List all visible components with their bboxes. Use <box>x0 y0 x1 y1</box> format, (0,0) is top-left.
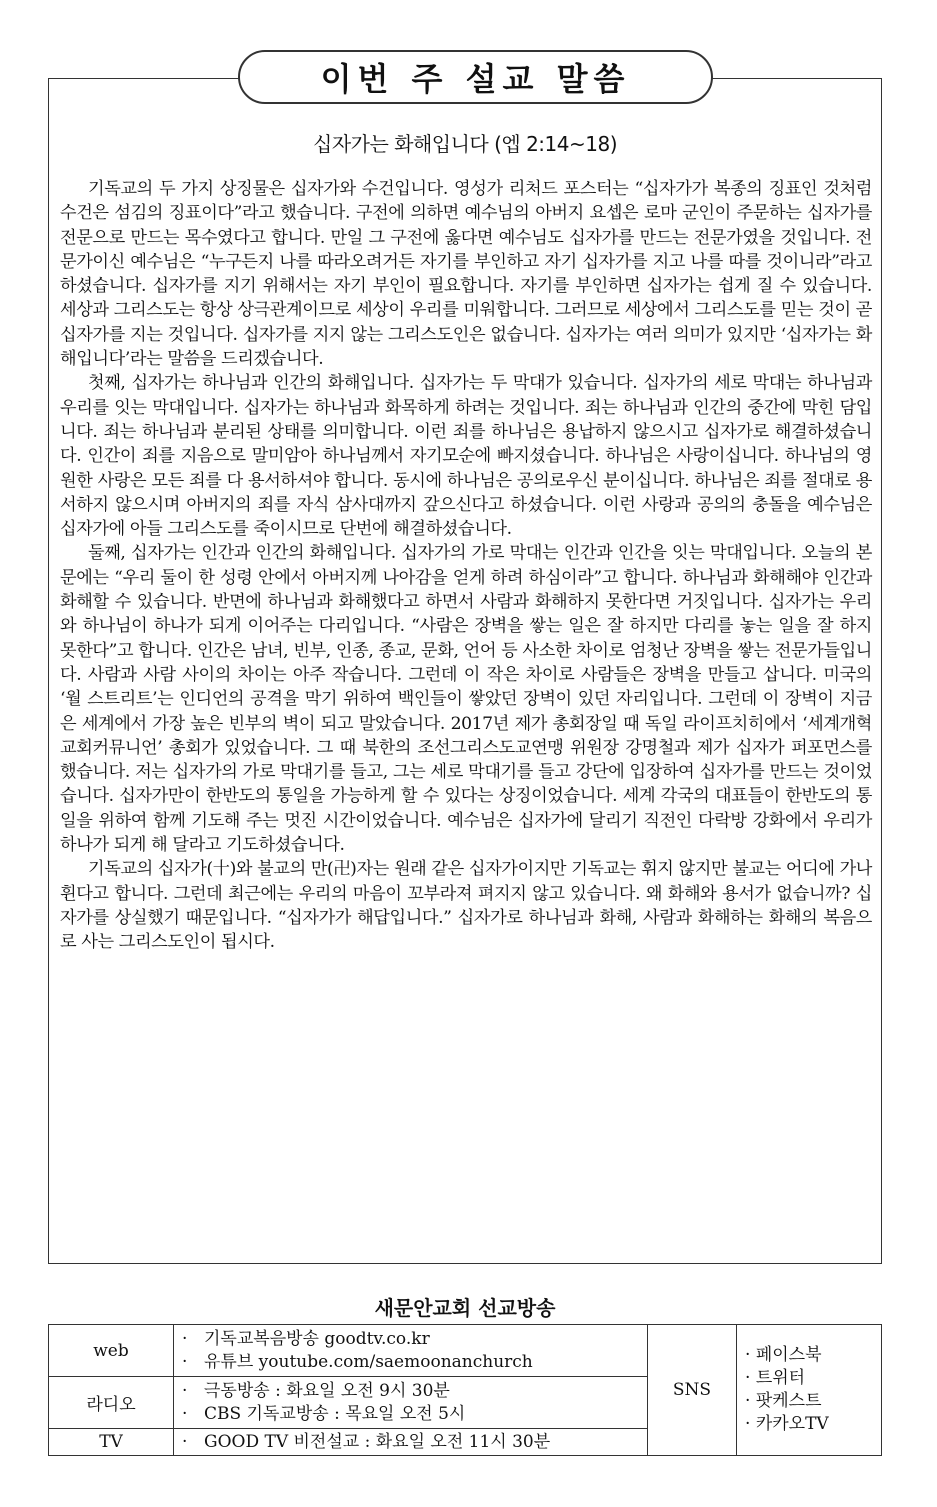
bullet-icon: · <box>182 1403 188 1424</box>
sermon-body <box>60 177 872 955</box>
list-item <box>182 1351 639 1374</box>
list-item-text: 팟케스트 <box>755 1391 822 1411</box>
list-item <box>745 1390 873 1413</box>
list-item-text: 극동방송 : 화요일 오전 9시 30분 <box>204 1380 450 1401</box>
row-label-web: web <box>49 1325 174 1377</box>
sns-list <box>737 1325 882 1456</box>
list-item-text: 카카오TV <box>755 1414 829 1434</box>
list-item <box>182 1328 639 1351</box>
bullet-icon: · <box>745 1414 751 1434</box>
bullet-icon: · <box>182 1431 188 1452</box>
row-label-radio: 라디오 <box>49 1377 174 1429</box>
sermon-paragraph-4: 기독교의 십자가(十)와 불교의 만(卍)자는 원래 같은 십자가이지만 기독교는 휘지 않지만 불교는 어디에 가나 휜다고 합니다. 그런데 최근에는 우리의 마음이 꼬부라져 펴지지 않고 있습니다. 왜 화해와 용서가 없습니까? 십자가를 상실했기 때문입니다. “십자가가 해답입니다.” 십자가로 하나님과 화해, 사람과 화해하는 화해의 복음으로 사는 그리스도인이 됩시다. <box>60 859 872 953</box>
list-item <box>745 1344 873 1367</box>
bullet-icon: · <box>182 1380 188 1401</box>
list-item-text: 유튜브 youtube.com/saemoonanchurch <box>204 1351 533 1372</box>
bullet-icon: · <box>745 1345 751 1365</box>
sermon-paragraph-3: 둘째, 십자가는 인간과 인간의 화해입니다. 십자가의 가로 막대는 인간과 인간을 잇는 막대입니다. 오늘의 본문에는 “우리 둘이 한 성령 안에서 아버지께 나아감을 얻게 하려 하심이라”고 합니다. 하나님과 화해해야 인간과 화해할 수 있습니다. 반면에 하나님과 화해했다고 하면서 사람과 화해하지 못한다면 거짓입니다. 십자가는 우리와 하나님이 하나가 되게 이어주는 다리입니다. “사람은 장벽을 쌓는 일은 잘 하지만 다리를 놓는 일을 잘 하지 못한다”고 합니다. 인간은 남녀, 빈부, 인종, 종교, 문화, 언어 등 사소한 차이로 엄청난 장벽을 쌓는 전문가들입니다. 사람과 사람 사이의 차이는 아주 작습니다. 그런데 이 작은 차이로 사람들은 장벽을 만들고 삽니다. 미국의 ‘월 스트리트’는 인디언의 공격을 막기 위하여 백인들이 쌓았던 장벽이 있던 자리입니다. 그런데 이 장벽이 지금은 세계에서 가장 높은 빈부의 벽이 되고 말았습니다. 2017년 제가 총회장일 때 독일 라이프치히에서 ‘세계개혁교회커뮤니언’ 총회가 있었습니다. 그 때 북한의 조선그리스도교연맹 위원장 강명철과 제가 십자가 퍼포먼스를 했습니다. 저는 십자가의 가로 막대기를 들고, 그는 세로 막대기를 들고 강단에 입장하여 십자가를 만드는 것이었습니다. 십자가만이 한반도의 통일을 가능하게 할 수 있다는 상징이었습니다. 세계 각국의 대표들이 한반도의 통일을 위하여 함께 기도해 주는 멋진 시간이었습니다. 예수님은 십자가에 달리기 직전인 다락방 강화에서 우리가 하나가 되게 해 달라고 기도하셨습니다. <box>60 543 872 856</box>
bullet-icon: · <box>182 1328 188 1349</box>
tv-list <box>174 1429 648 1456</box>
web-list <box>174 1325 648 1377</box>
bullet-icon: · <box>182 1351 188 1372</box>
page-title: 이번 주 설교 말씀 <box>238 50 713 104</box>
list-item <box>745 1367 873 1390</box>
list-item <box>745 1413 873 1436</box>
list-item-text: CBS 기독교방송 : 목요일 오전 5시 <box>204 1403 466 1424</box>
sermon-paragraph-2: 첫째, 십자가는 하나님과 인간의 화해입니다. 십자가는 두 막대가 있습니다. 십자가의 세로 막대는 하나님과 우리를 잇는 막대입니다. 십자가는 하나님과 화목하게 하려는 것입니다. 죄는 하나님과 인간의 중간에 막힌 담입니다. 죄는 하나님과 분리된 상태를 의미합니다. 이런 죄를 하나님은 용납하지 않으시고 십자가로 해결하셨습니다. 인간이 죄를 지음으로 말미암아 하나님께서 자기모순에 빠지셨습니다. 하나님은 사랑이십니다. 하나님의 영원한 사랑은 모든 죄를 다 용서하셔야 합니다. 동시에 하나님은 공의로우신 분이십니다. 하나님은 죄를 절대로 용서하지 않으시며 아버지의 죄를 자식 삼사대까지 갚으신다고 하셨습니다. 이런 사랑과 공의의 충돌을 예수님은 십자가에 아들 그리스도를 죽이시므로 단번에 해결하셨습니다. <box>60 373 872 540</box>
list-item <box>182 1431 639 1454</box>
bullet-icon: · <box>745 1368 751 1388</box>
radio-list <box>174 1377 648 1429</box>
bullet-icon: · <box>745 1391 751 1411</box>
sermon-title: 십자가는 화해입니다 (엡 2:14~18) <box>313 132 617 156</box>
list-item <box>182 1380 639 1403</box>
list-item-text: GOOD TV 비전설교 : 화요일 오전 11시 30분 <box>204 1431 551 1452</box>
list-item <box>182 1403 639 1426</box>
broadcast-table <box>48 1324 882 1456</box>
list-item-text: 기독교복음방송 goodtv.co.kr <box>204 1328 430 1349</box>
row-label-tv: TV <box>49 1429 174 1456</box>
table-row <box>49 1325 882 1377</box>
list-item-text: 트위터 <box>755 1368 806 1388</box>
sermon-paragraph-1: 기독교의 두 가지 상징물은 십자가와 수건입니다. 영성가 리처드 포스터는 “십자가가 복종의 징표인 것처럼 수건은 섬김의 징표이다”라고 했습니다. 구전에 의하면 예수님의 아버지 요셉은 로마 군인이 주문하는 십자가를 전문으로 만드는 목수였다고 합니다. 만일 그 구전에 옳다면 예수님도 십자가를 만드는 전문가였을 것입니다. 전문가이신 예수님은 “누구든지 나를 따라오려거든 자기를 부인하고 자기 십자가를 지고 나를 따를 것이니라”라고 하셨습니다. 십자가를 지기 위해서는 자기 부인이 필요합니다. 자기를 부인하면 십자가는 쉽게 질 수 있습니다. 세상과 그리스도는 항상 상극관계이므로 세상이 우리를 미워합니다. 그러므로 세상에서 그리스도를 믿는 것이 곧 십자가를 지는 것입니다. 십자가를 지지 않는 그리스도인은 없습니다. 십자가는 여러 의미가 있지만 ‘십자가는 화해입니다’라는 말씀을 드리겠습니다. <box>60 179 872 370</box>
sns-label: SNS <box>648 1325 737 1456</box>
list-item-text: 페이스북 <box>755 1345 822 1365</box>
broadcast-title: 새문안교회 선교방송 <box>374 1296 556 1320</box>
